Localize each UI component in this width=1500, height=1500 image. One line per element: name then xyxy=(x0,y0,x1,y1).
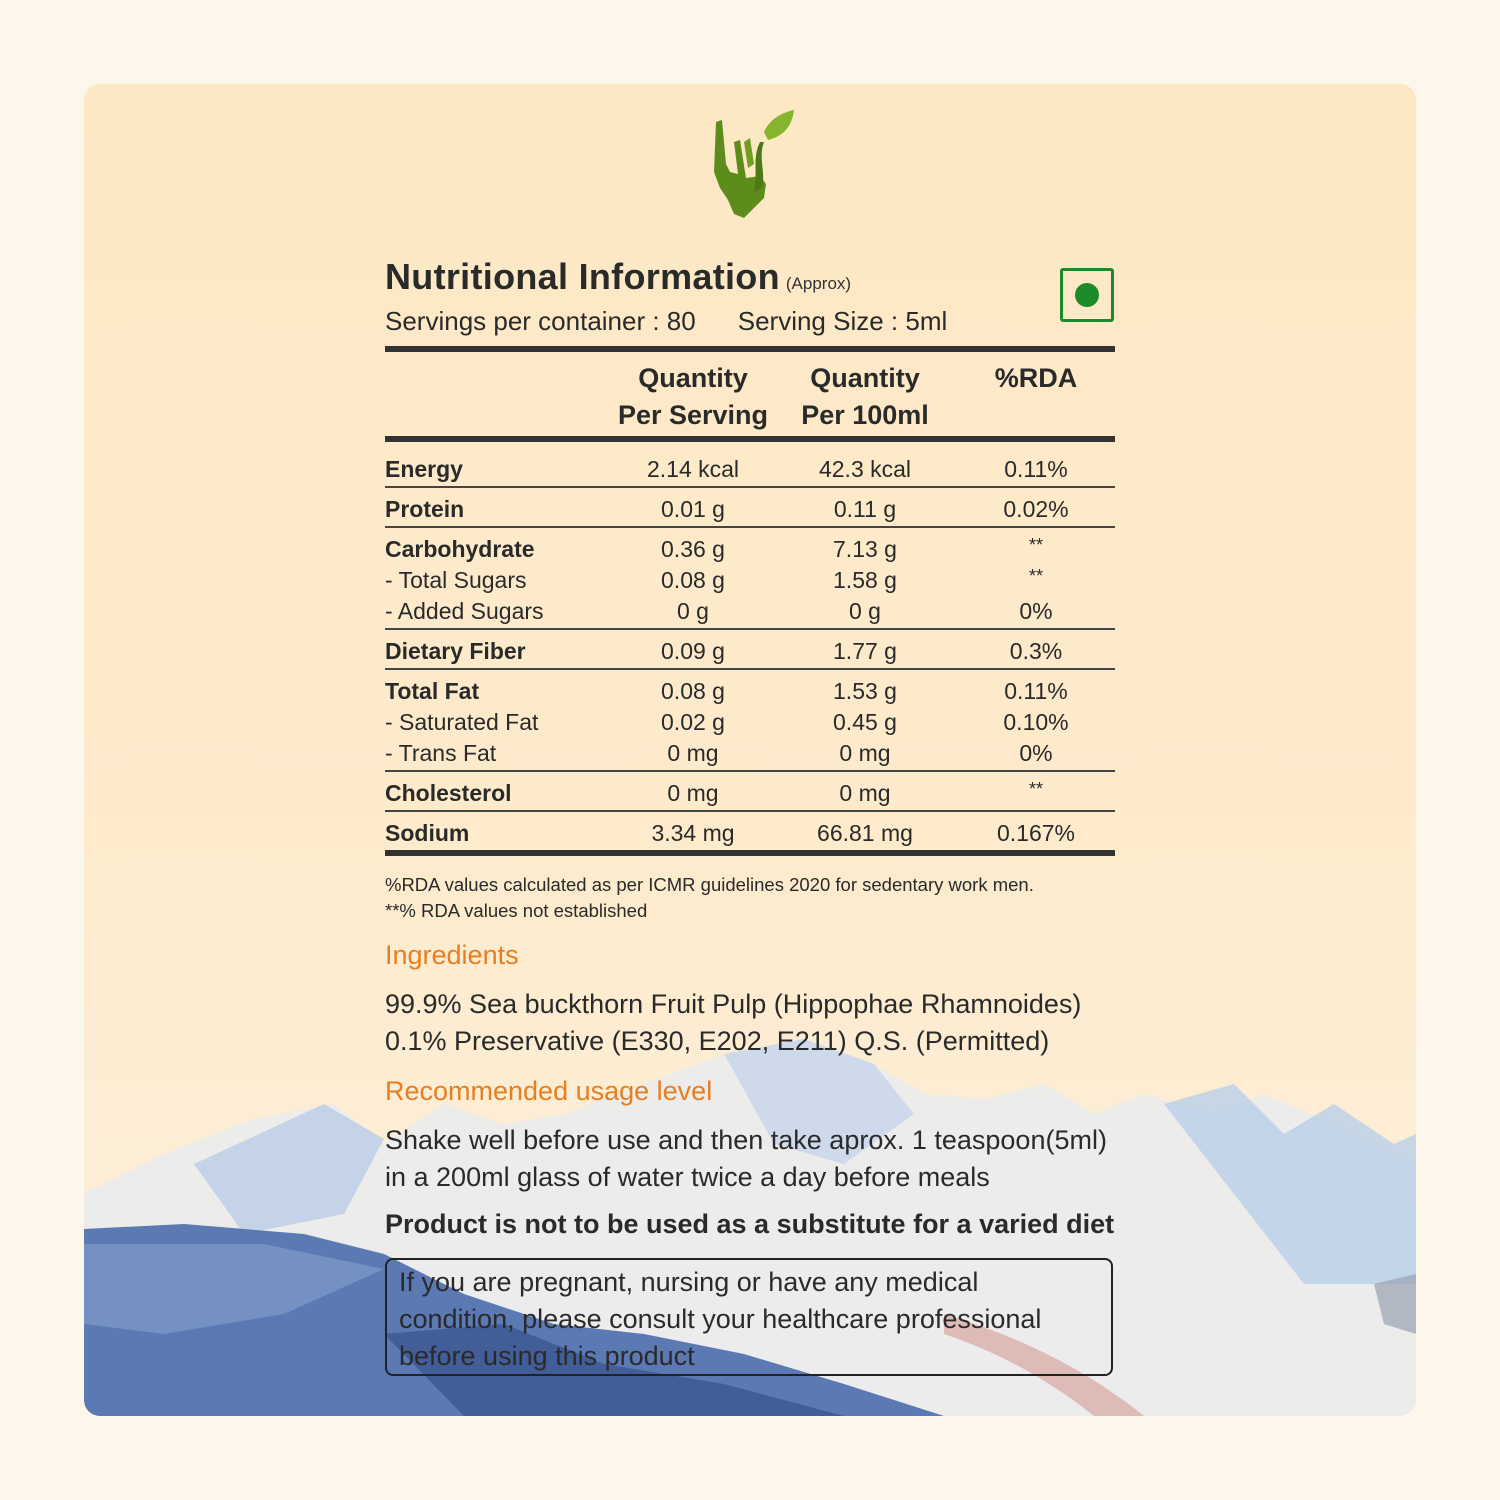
rda-note: %RDA values calculated as per ICMR guidelines 2020 for sedentary work men. xyxy=(385,874,1034,895)
ingredient-line: 0.1% Preservative (E330, E202, E211) Q.S. (Permitted) xyxy=(385,1026,1050,1056)
approx-note: (Approx) xyxy=(785,274,852,293)
serving-info xyxy=(385,306,947,337)
veg-symbol-icon xyxy=(1060,268,1114,322)
column-header-per-serving: Quantity Per Serving xyxy=(617,363,769,430)
page-title: Nutritional Information xyxy=(385,256,780,297)
usage-line: in a 200ml glass of water twice a day before meals xyxy=(385,1162,990,1192)
column-header-per-100ml: Quantity Per 100ml xyxy=(801,363,929,430)
usage-heading: Recommended usage level xyxy=(385,1076,713,1106)
divider xyxy=(385,436,1115,442)
divider xyxy=(385,850,1115,856)
warning-box: If you are pregnant, nursing or have any medical condition, please consult your healthcare professional before using this product xyxy=(385,1258,1113,1376)
ingredient-line: 99.9% Sea buckthorn Fruit Pulp (Hippophae Rhamnoides) xyxy=(385,989,1082,1019)
column-header-rda: %RDA xyxy=(994,363,1078,393)
servings-per-container: Servings per container : 80 xyxy=(385,306,696,336)
ingredients-heading: Ingredients xyxy=(385,940,519,970)
divider xyxy=(385,346,1115,352)
label-card: Nutritional Information (Approx) Servings per container : 80 Serving Size : 5ml Quantity Per Serving Quantity Per 100ml %RDA Energy 2.14 kcal 42.3 kcal 0.11% Protein 0.01 g 0.11 g 0.02% Carbohydrate 0.36 g 7.13 g ** - Total Sugars 0.08 g 1.58 g ** - Added Sugars 0 g 0 g 0% Dietary Fiber 0.09 g 1.77 g 0.3% Total Fat 0.08 g 1.53 g 0.11% - Saturated Fat 0.02 g 0.45 g 0.10% - Trans Fat 0 mg 0 mg 0% Cholesterol 0 mg 0 mg ** Sodium 3.34 mg 66.81 mg 0.167% %RDA values calculated as per ICMR guidelines 2020 for sedentary work men. **% RDA values not established Ingredients 99.9% Sea buckthorn Fruit Pulp (Hippophae Rhamnoides) 0.1% Preservative (E330, E202, E211) Q.S. (Permitted) Recommended usage level Shake well before use and then take aprox. 1 teaspoon(5ml) in a 200ml glass of water twice a day before meals Product is not to be used as a substitute for a varied diet If you are pregnant, nursing or have any medical condition, please consult your healthcare professional before using this product xyxy=(84,84,1416,1416)
disclaimer: Product is not to be used as a substitute for a varied diet xyxy=(385,1209,1115,1239)
usage-line: Shake well before use and then take aprox. 1 teaspoon(5ml) xyxy=(385,1125,1107,1155)
serving-size: Serving Size : 5ml xyxy=(737,306,948,336)
rda-note-2: **% RDA values not established xyxy=(385,900,648,921)
